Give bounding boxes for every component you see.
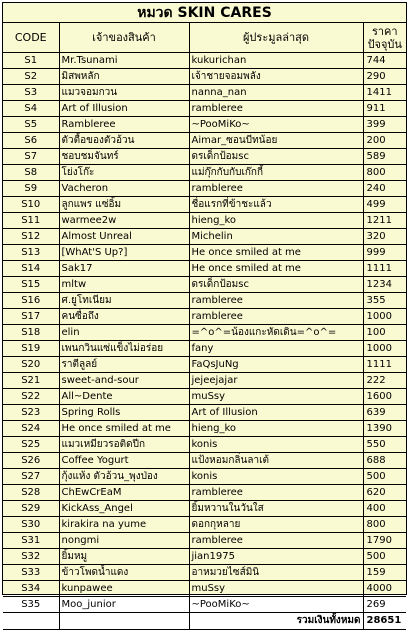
- table-row: [3, 69, 406, 85]
- auction-sheet: [2, 2, 407, 626]
- cell-bidder: rambleree: [189, 309, 363, 325]
- cell-code: S16: [3, 293, 59, 309]
- cell-price: 620: [363, 485, 406, 501]
- table-row: [3, 85, 406, 101]
- table-row: [3, 101, 406, 117]
- total-spacer-code: [3, 613, 59, 630]
- cell-price: 200: [363, 133, 406, 149]
- cell-price: 499: [363, 197, 406, 213]
- cell-bidder: konis: [189, 469, 363, 485]
- cell-price: 400: [363, 501, 406, 517]
- table-row: [3, 165, 406, 181]
- cell-owner: elin: [59, 325, 189, 341]
- cell-price: 1211: [363, 213, 406, 229]
- cell-price: 240: [363, 181, 406, 197]
- cell-bidder: rambleree: [189, 181, 363, 197]
- cell-code: S24: [3, 421, 59, 437]
- cell-price: 159: [363, 565, 406, 581]
- cell-owner: Spring Rolls: [59, 405, 189, 421]
- cell-price: 1390: [363, 421, 406, 437]
- cell-owner: ชอบชมจันทร์: [59, 149, 189, 165]
- cell-owner: โย่งโก๊ะ: [59, 165, 189, 181]
- cell-owner: แมวจอมกวน: [59, 85, 189, 101]
- cell-bidder: jian1975: [189, 549, 363, 565]
- cell-bidder: konis: [189, 437, 363, 453]
- cell-code: S21: [3, 373, 59, 389]
- cell-code: S4: [3, 101, 59, 117]
- cell-code: S17: [3, 309, 59, 325]
- table-row: [3, 53, 406, 69]
- cell-bidder: muSsy: [189, 581, 363, 597]
- table-row: [3, 293, 406, 309]
- cell-owner: Mr.Tsunami: [59, 53, 189, 69]
- table-row: [3, 565, 406, 581]
- cell-bidder: He once smiled at me: [189, 245, 363, 261]
- table-row: [3, 453, 406, 469]
- cell-owner: ราตีลูลย์: [59, 357, 189, 373]
- cell-price: 1411: [363, 85, 406, 101]
- cell-owner: mltw: [59, 277, 189, 293]
- cell-price: 1790: [363, 533, 406, 549]
- cell-bidder: He once smiled at me: [189, 261, 363, 277]
- cell-owner: Coffee Yogurt: [59, 453, 189, 469]
- cell-price: 1000: [363, 341, 406, 357]
- table-row: [3, 197, 406, 213]
- cell-code: S30: [3, 517, 59, 533]
- cell-code: S11: [3, 213, 59, 229]
- cell-owner: kirakira na yume: [59, 517, 189, 533]
- cell-code: S34: [3, 581, 59, 597]
- total-label: รวมเงินทั้งหมด: [189, 613, 363, 630]
- table-row: [3, 597, 406, 613]
- cell-bidder: rambleree: [189, 533, 363, 549]
- cell-bidder: =^o^=น้องแกะหัดเดิน=^o^=: [189, 325, 363, 341]
- table-row: [3, 437, 406, 453]
- cell-bidder: kukurichan: [189, 53, 363, 69]
- cell-bidder: Michelin: [189, 229, 363, 245]
- cell-bidder: rambleree: [189, 293, 363, 309]
- cell-bidder: nanna_nan: [189, 85, 363, 101]
- cell-code: S19: [3, 341, 59, 357]
- cell-owner: Almost Unreal: [59, 229, 189, 245]
- cell-owner: Rambleree: [59, 117, 189, 133]
- table-row: [3, 421, 406, 437]
- cell-price: 355: [363, 293, 406, 309]
- cell-bidder: อาหมวยไซส์มินิ: [189, 565, 363, 581]
- cell-bidder: ชื่อแรกที่ข้าชะแล้ว: [189, 197, 363, 213]
- auction-table: [3, 23, 406, 630]
- cell-owner: Vacheron: [59, 181, 189, 197]
- cell-bidder: ยิ้มหวานในวันใส: [189, 501, 363, 517]
- header-row: [3, 23, 406, 53]
- header-owner: เจ้าของสินค้า: [59, 23, 189, 53]
- cell-owner: sweet-and-sour: [59, 373, 189, 389]
- cell-bidder: jejeejajar: [189, 373, 363, 389]
- cell-price: 800: [363, 165, 406, 181]
- table-row: [3, 149, 406, 165]
- table-row: [3, 213, 406, 229]
- cell-owner: He once smiled at me: [59, 421, 189, 437]
- cell-owner: มิสพหลัก: [59, 69, 189, 85]
- cell-code: S3: [3, 85, 59, 101]
- cell-code: S32: [3, 549, 59, 565]
- cell-code: S5: [3, 117, 59, 133]
- cell-price: 911: [363, 101, 406, 117]
- cell-price: 999: [363, 245, 406, 261]
- table-row: [3, 485, 406, 501]
- cell-code: S28: [3, 485, 59, 501]
- cell-owner: KickAss_Angel: [59, 501, 189, 517]
- table-row: [3, 325, 406, 341]
- table-row: [3, 309, 406, 325]
- header-code: CODE: [3, 23, 59, 53]
- table-row: [3, 517, 406, 533]
- cell-price: 1111: [363, 261, 406, 277]
- cell-price: 290: [363, 69, 406, 85]
- cell-bidder: FaQsJuNg: [189, 357, 363, 373]
- cell-code: S12: [3, 229, 59, 245]
- cell-owner: nongmi: [59, 533, 189, 549]
- total-value: 28651: [363, 613, 406, 630]
- table-row: [3, 181, 406, 197]
- cell-price: 320: [363, 229, 406, 245]
- cell-price: 500: [363, 549, 406, 565]
- cell-bidder: rambleree: [189, 101, 363, 117]
- cell-code: S9: [3, 181, 59, 197]
- cell-owner: คนซื่อถึง: [59, 309, 189, 325]
- table-row: [3, 341, 406, 357]
- cell-code: S31: [3, 533, 59, 549]
- cell-owner: All~Dente: [59, 389, 189, 405]
- table-row: [3, 549, 406, 565]
- cell-price: 1600: [363, 389, 406, 405]
- cell-owner: แมวเหมียวรอติดปีก: [59, 437, 189, 453]
- table-row: [3, 533, 406, 549]
- cell-code: S14: [3, 261, 59, 277]
- cell-bidder: rambleree: [189, 485, 363, 501]
- header-bidder: ผู้ประมูลล่าสุด: [189, 23, 363, 53]
- cell-owner: ตัวตื้อของตัวอ้วน: [59, 133, 189, 149]
- cell-code: S23: [3, 405, 59, 421]
- table-row: [3, 581, 406, 597]
- table-row: [3, 245, 406, 261]
- cell-owner: กุ้งแห้ง ตัวอ้วน_พุงป่อง: [59, 469, 189, 485]
- cell-bidder: ~PooMiKo~: [189, 117, 363, 133]
- cell-owner: เพนกวินแซ่แข็งไม่อร่อย: [59, 341, 189, 357]
- cell-price: 500: [363, 469, 406, 485]
- cell-bidder: hieng_ko: [189, 421, 363, 437]
- cell-bidder: ดรเด็กป้อมsc: [189, 149, 363, 165]
- table-row: [3, 229, 406, 245]
- table-row: [3, 501, 406, 517]
- cell-price: 1000: [363, 309, 406, 325]
- cell-code: S18: [3, 325, 59, 341]
- cell-code: S13: [3, 245, 59, 261]
- table-row: [3, 389, 406, 405]
- cell-owner: ยิ้มหมู: [59, 549, 189, 565]
- cell-code: S27: [3, 469, 59, 485]
- cell-bidder: fany: [189, 341, 363, 357]
- table-row: [3, 117, 406, 133]
- cell-bidder: Aimar_ซอนบีทน้อย: [189, 133, 363, 149]
- table-row: [3, 261, 406, 277]
- cell-bidder: แม่กุ๊กกับกับเก๊กกี้: [189, 165, 363, 181]
- cell-bidder: Art of Illusion: [189, 405, 363, 421]
- cell-owner: ChEwCrEaM: [59, 485, 189, 501]
- cell-code: S35: [3, 597, 59, 613]
- cell-price: 399: [363, 117, 406, 133]
- cell-price: 639: [363, 405, 406, 421]
- total-row: [3, 613, 406, 630]
- cell-code: S26: [3, 453, 59, 469]
- cell-bidder: ดรเด็กป้อมsc: [189, 277, 363, 293]
- cell-code: S20: [3, 357, 59, 373]
- cell-code: S2: [3, 69, 59, 85]
- cell-owner: [WhAt'S Up?]: [59, 245, 189, 261]
- cell-price: 100: [363, 325, 406, 341]
- cell-price: 589: [363, 149, 406, 165]
- cell-code: S29: [3, 501, 59, 517]
- table-row: [3, 133, 406, 149]
- cell-price: 4000: [363, 581, 406, 597]
- cell-code: S15: [3, 277, 59, 293]
- table-row: [3, 277, 406, 293]
- cell-price: 800: [363, 517, 406, 533]
- cell-price: 269: [363, 597, 406, 613]
- cell-code: S6: [3, 133, 59, 149]
- cell-price: 1111: [363, 357, 406, 373]
- cell-price: 688: [363, 453, 406, 469]
- cell-code: S1: [3, 53, 59, 69]
- header-price: ราคา ปัจจุบัน: [363, 23, 406, 53]
- cell-bidder: แป้งหอมกลิ่นลาเต้: [189, 453, 363, 469]
- table-row: [3, 357, 406, 373]
- cell-price: 744: [363, 53, 406, 69]
- cell-owner: Moo_junior: [59, 597, 189, 613]
- table-row: [3, 373, 406, 389]
- cell-owner: kunpawee: [59, 581, 189, 597]
- cell-bidder: เจ้าชายจอมพลัง: [189, 69, 363, 85]
- table-row: [3, 405, 406, 421]
- cell-code: S10: [3, 197, 59, 213]
- cell-code: S33: [3, 565, 59, 581]
- cell-code: S22: [3, 389, 59, 405]
- cell-owner: Art of Illusion: [59, 101, 189, 117]
- cell-price: 550: [363, 437, 406, 453]
- cell-owner: Sak17: [59, 261, 189, 277]
- cell-code: S8: [3, 165, 59, 181]
- cell-bidder: ~PooMiKo~: [189, 597, 363, 613]
- cell-code: S7: [3, 149, 59, 165]
- cell-bidder: ดอกกุหลาย: [189, 517, 363, 533]
- cell-price: 1234: [363, 277, 406, 293]
- cell-owner: ข้าวโพดน้ำแดง: [59, 565, 189, 581]
- cell-owner: ศ.ยูโทเนียม: [59, 293, 189, 309]
- total-spacer-owner: [59, 613, 189, 630]
- cell-price: 222: [363, 373, 406, 389]
- table-row: [3, 469, 406, 485]
- cell-bidder: hieng_ko: [189, 213, 363, 229]
- sheet-title: หมวด SKIN CARES: [3, 3, 406, 23]
- cell-code: S25: [3, 437, 59, 453]
- cell-owner: warmee2w: [59, 213, 189, 229]
- cell-bidder: muSsy: [189, 389, 363, 405]
- cell-owner: ลูกแพร แซ่อิ้ม: [59, 197, 189, 213]
